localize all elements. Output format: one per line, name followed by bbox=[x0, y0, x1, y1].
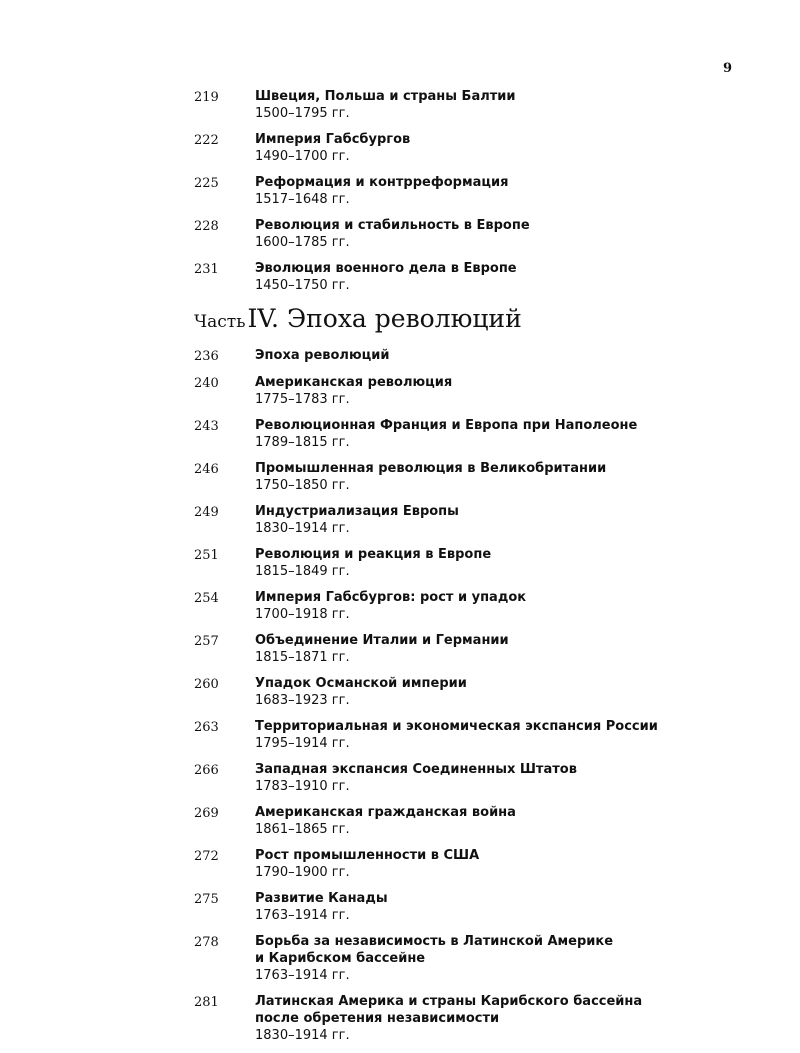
toc-entry-title: Революция и стабильность в Европе bbox=[255, 218, 530, 233]
toc-entry[interactable] bbox=[194, 761, 754, 795]
toc-entry[interactable] bbox=[194, 993, 754, 1044]
toc-entry[interactable] bbox=[194, 260, 754, 294]
toc-entry-dates: 1815–1849 гг. bbox=[255, 564, 350, 579]
toc-entry-page: 260 bbox=[194, 677, 219, 692]
toc-entry-title: Американская революция bbox=[255, 375, 453, 390]
toc-entry-title: Латинская Америка и страны Карибского бассейна после обретения независимости bbox=[255, 994, 643, 1026]
toc-entry-page: 251 bbox=[194, 548, 219, 563]
toc-entry-dates: 1750–1850 гг. bbox=[255, 478, 350, 493]
toc-entry-dates: 1775–1783 гг. bbox=[255, 392, 350, 407]
toc-entry-page: 249 bbox=[194, 505, 219, 520]
toc-entry[interactable] bbox=[194, 503, 754, 537]
toc-entry-title: Империя Габсбургов: рост и упадок bbox=[255, 590, 527, 605]
toc-entry-dates: 1500–1795 гг. bbox=[255, 106, 350, 121]
toc-entry[interactable] bbox=[194, 347, 754, 365]
toc-entry[interactable] bbox=[194, 933, 754, 984]
toc-entry[interactable] bbox=[194, 718, 754, 752]
toc-entry-dates: 1783–1910 гг. bbox=[255, 779, 350, 794]
toc-entry-title: Борьба за независимость в Латинской Америке и Карибском бассейне bbox=[255, 934, 614, 966]
table-of-contents bbox=[194, 88, 754, 1053]
toc-entry-title: Развитие Канады bbox=[255, 891, 388, 906]
toc-entry-dates: 1450–1750 гг. bbox=[255, 278, 350, 293]
toc-entry-page: 231 bbox=[194, 262, 219, 277]
toc-entry-page: 272 bbox=[194, 849, 219, 864]
toc-entry[interactable] bbox=[194, 546, 754, 580]
toc-entry-page: 263 bbox=[194, 720, 219, 735]
toc-entry-title: Объединение Италии и Германии bbox=[255, 633, 509, 648]
toc-entry-title: Эволюция военного дела в Европе bbox=[255, 261, 517, 276]
toc-entry-page: 240 bbox=[194, 376, 219, 391]
toc-entry[interactable] bbox=[194, 804, 754, 838]
toc-entry-dates: 1763–1914 гг. bbox=[255, 968, 350, 983]
toc-entry-page: 257 bbox=[194, 634, 219, 649]
toc-entry-title: Революционная Франция и Европа при Наполеоне bbox=[255, 418, 638, 433]
toc-entry-title: Эпоха революций bbox=[255, 348, 390, 363]
toc-entry-page: 222 bbox=[194, 133, 219, 148]
toc-entry-title: Упадок Османской империи bbox=[255, 676, 467, 691]
toc-entry[interactable] bbox=[194, 589, 754, 623]
toc-entry-page: 278 bbox=[194, 935, 219, 950]
toc-entry-dates: 1490–1700 гг. bbox=[255, 149, 350, 164]
toc-entry-page: 236 bbox=[194, 349, 219, 364]
toc-entry-page: 254 bbox=[194, 591, 219, 606]
toc-entry-dates: 1763–1914 гг. bbox=[255, 908, 350, 923]
page-number: 9 bbox=[723, 61, 733, 76]
toc-entry-page: 275 bbox=[194, 892, 219, 907]
toc-entry-dates: 1830–1914 гг. bbox=[255, 1028, 350, 1043]
toc-entry[interactable] bbox=[194, 847, 754, 881]
toc-entry[interactable] bbox=[194, 88, 754, 122]
part-heading bbox=[194, 304, 754, 337]
toc-entry-page: 281 bbox=[194, 995, 219, 1010]
toc-entry-title: Промышленная революция в Великобритании bbox=[255, 461, 607, 476]
toc-entry-dates: 1795–1914 гг. bbox=[255, 736, 350, 751]
toc-section-part-iv bbox=[194, 347, 754, 1044]
toc-entry[interactable] bbox=[194, 890, 754, 924]
toc-entry-title: Реформация и контрреформация bbox=[255, 175, 509, 190]
toc-entry-title: Революция и реакция в Европе bbox=[255, 547, 492, 562]
toc-entry-page: 269 bbox=[194, 806, 219, 821]
toc-entry-title: Западная экспансия Соединенных Штатов bbox=[255, 762, 577, 777]
toc-entry[interactable] bbox=[194, 131, 754, 165]
toc-entry[interactable] bbox=[194, 174, 754, 208]
toc-entry-dates: 1683–1923 гг. bbox=[255, 693, 350, 708]
toc-entry-page: 219 bbox=[194, 90, 219, 105]
toc-entry[interactable] bbox=[194, 217, 754, 251]
toc-entry[interactable] bbox=[194, 675, 754, 709]
toc-entry-dates: 1517–1648 гг. bbox=[255, 192, 350, 207]
toc-entry-title: Империя Габсбургов bbox=[255, 132, 411, 147]
toc-entry-page: 266 bbox=[194, 763, 219, 778]
toc-entry-page: 228 bbox=[194, 219, 219, 234]
toc-entry-dates: 1830–1914 гг. bbox=[255, 521, 350, 536]
toc-entry-title: Американская гражданская война bbox=[255, 805, 516, 820]
toc-entry-page: 243 bbox=[194, 419, 219, 434]
toc-section-before bbox=[194, 88, 754, 294]
toc-entry-dates: 1700–1918 гг. bbox=[255, 607, 350, 622]
toc-entry-dates: 1789–1815 гг. bbox=[255, 435, 350, 450]
part-word: Часть bbox=[194, 312, 246, 332]
toc-entry[interactable] bbox=[194, 632, 754, 666]
part-title: Эпоха революций bbox=[286, 304, 522, 333]
toc-entry-dates: 1600–1785 гг. bbox=[255, 235, 350, 250]
toc-entry[interactable] bbox=[194, 374, 754, 408]
toc-entry-title: Территориальная и экономическая экспансия России bbox=[255, 719, 658, 734]
toc-entry-page: 246 bbox=[194, 462, 219, 477]
toc-entry-title: Рост промышленности в США bbox=[255, 848, 480, 863]
toc-entry-dates: 1861–1865 гг. bbox=[255, 822, 350, 837]
toc-entry-page: 225 bbox=[194, 176, 219, 191]
toc-entry-dates: 1790–1900 гг. bbox=[255, 865, 350, 880]
toc-entry[interactable] bbox=[194, 460, 754, 494]
toc-entry-title: Швеция, Польша и страны Балтии bbox=[255, 89, 516, 104]
toc-entry-dates: 1815–1871 гг. bbox=[255, 650, 350, 665]
toc-entry-title: Индустриализация Европы bbox=[255, 504, 459, 519]
toc-entry[interactable] bbox=[194, 417, 754, 451]
part-number: IV. bbox=[247, 304, 279, 333]
